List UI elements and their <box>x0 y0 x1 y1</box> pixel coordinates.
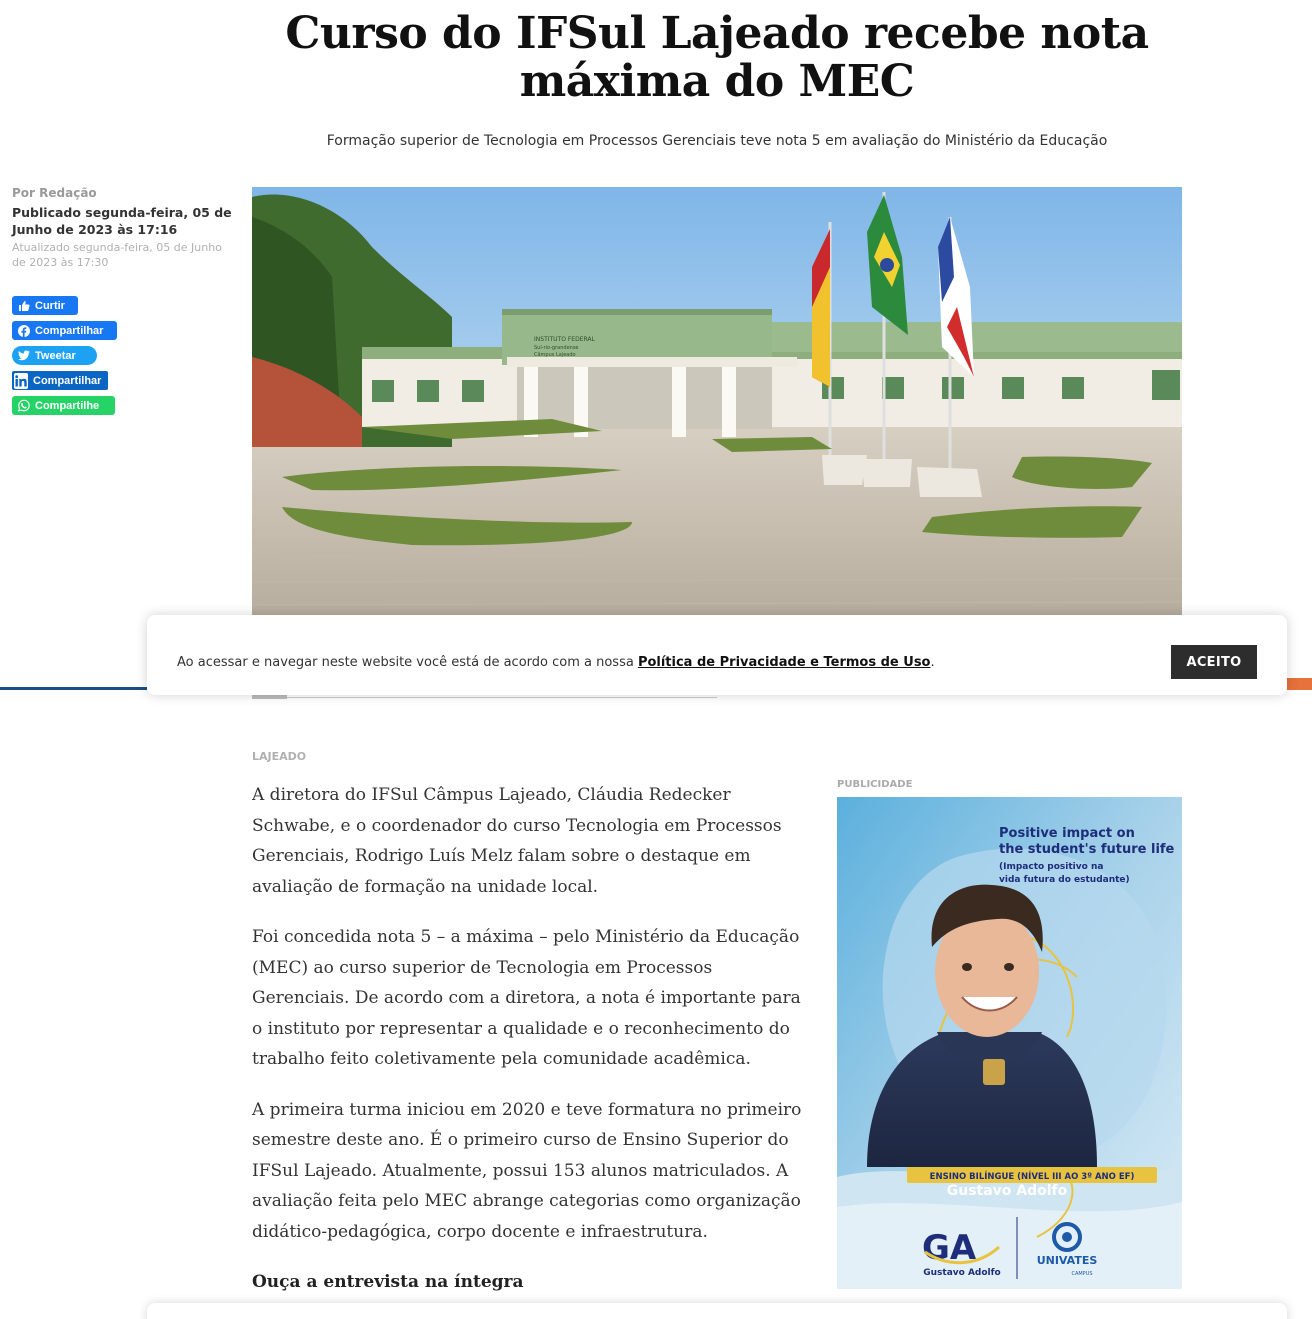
share-buttons <box>12 296 117 421</box>
ga-logo-icon: GA <box>922 1228 977 1268</box>
linkedin-share-button[interactable] <box>12 371 108 390</box>
hero-sign-line-3: Câmpus Lajeado <box>534 352 576 358</box>
thumbs-up-icon <box>18 300 30 312</box>
article-paragraph: Foi concedida nota 5 – a máxima – pelo Ministério da Educação (MEC) ao curso superior de Tecnologia em Processos Gerenciais. De acordo com a diretora, a nota é importante para o instituto por representar a qualidade e o reconhecimento do trabalho feito coletivamente pela comunidade acadêmica. <box>252 927 801 1069</box>
cookie-suffix: . <box>930 655 935 670</box>
whatsapp-share-button[interactable] <box>12 396 115 415</box>
cookie-text <box>177 655 935 670</box>
ad-headline-1: Positive impact on <box>999 826 1135 841</box>
advertisement-banner[interactable] <box>837 797 1182 1289</box>
whatsapp-share-label: Compartilhe <box>35 399 100 412</box>
tweet-label: Tweetar <box>35 349 76 362</box>
univates-logo-name: UNIVATES <box>1036 1254 1098 1267</box>
tweet-button[interactable] <box>12 346 97 365</box>
ad-ribbon-text: ENSINO BILÍNGUE (NÍVEL III AO 3º ANO EF) <box>929 1172 1135 1182</box>
facebook-share-button[interactable] <box>12 321 117 340</box>
bottom-overlay-panel <box>147 1303 1287 1319</box>
facebook-like-label: Curtir <box>35 299 65 312</box>
listen-heading: Ouça a entrevista na íntegra <box>252 1272 524 1292</box>
category-label[interactable]: LAJEADO <box>252 750 307 763</box>
author: Por Redação <box>12 186 97 200</box>
ad-label: PUBLICIDADE <box>837 779 913 790</box>
cookie-message: Ao acessar e navegar neste website você está de acordo com a nossa <box>177 655 638 670</box>
article-paragraph: A diretora do IFSul Câmpus Lajeado, Cláudia Redecker Schwabe, e o coordenador do curso Tecnologia em Processos Gerenciais, Rodrigo Luís Melz falam sobre o destaque em avaliação de formação na unidade local. <box>252 785 782 897</box>
article-paragraph: A primeira turma iniciou em 2020 e teve formatura no primeiro semestre deste ano. É o primeiro curso de Ensino Superior do IFSul Lajeado. Atualmente, possui 153 alunos matriculados. A avaliação feita pelo MEC abrange categorias como organização didático-pedagógica, corpo docente e infraestrutura. <box>252 1099 802 1242</box>
content-divider-accent <box>252 695 287 699</box>
twitter-bird-icon <box>18 350 30 362</box>
ad-sub-2: vida futura do estudante) <box>999 875 1130 885</box>
whatsapp-icon <box>18 400 30 412</box>
hero-sign-line-1: INSTITUTO FEDERAL <box>534 336 595 343</box>
linkedin-share-label: Compartilhar <box>33 374 102 387</box>
facebook-like-button[interactable] <box>12 296 78 315</box>
univates-logo-sub: CAMPUS <box>1071 1271 1093 1277</box>
accent-bar-right <box>1287 678 1312 690</box>
hero-image <box>252 187 1182 617</box>
facebook-icon <box>18 325 30 337</box>
cookie-banner <box>147 615 1287 695</box>
article-title: Curso do IFSul Lajeado recebe nota máxima do MEC <box>285 8 1149 107</box>
content-divider <box>252 697 717 698</box>
updated-date: Atualizado segunda-feira, 05 de Junho de 2023 às 17:30 <box>12 241 222 269</box>
article-meta <box>12 186 237 270</box>
hero-sign-line-2: Sul-rio-grandense <box>534 345 579 351</box>
accent-bar-left <box>0 687 147 690</box>
ga-logo-name: Gustavo Adolfo <box>923 1268 1001 1278</box>
article-subtitle: Formação superior de Tecnologia em Processos Gerenciais teve nota 5 em avaliação do Ministério da Educação <box>326 133 1108 149</box>
ad-sub-1: (Impacto positivo na <box>999 862 1104 872</box>
accept-cookies-button[interactable]: ACEITO <box>1171 645 1257 679</box>
facebook-share-label: Compartilhar <box>35 324 104 337</box>
article-body <box>252 780 807 1318</box>
linkedin-icon <box>14 373 28 389</box>
privacy-policy-link[interactable]: Política de Privacidade e Termos de Uso <box>637 655 931 670</box>
published-date: Publicado segunda-feira, 05 de Junho de 2023 às 17:16 <box>12 205 232 237</box>
ad-school-name: Gustavo Adolfo <box>946 1183 1068 1199</box>
ad-headline-2: the student's future life <box>999 842 1175 857</box>
